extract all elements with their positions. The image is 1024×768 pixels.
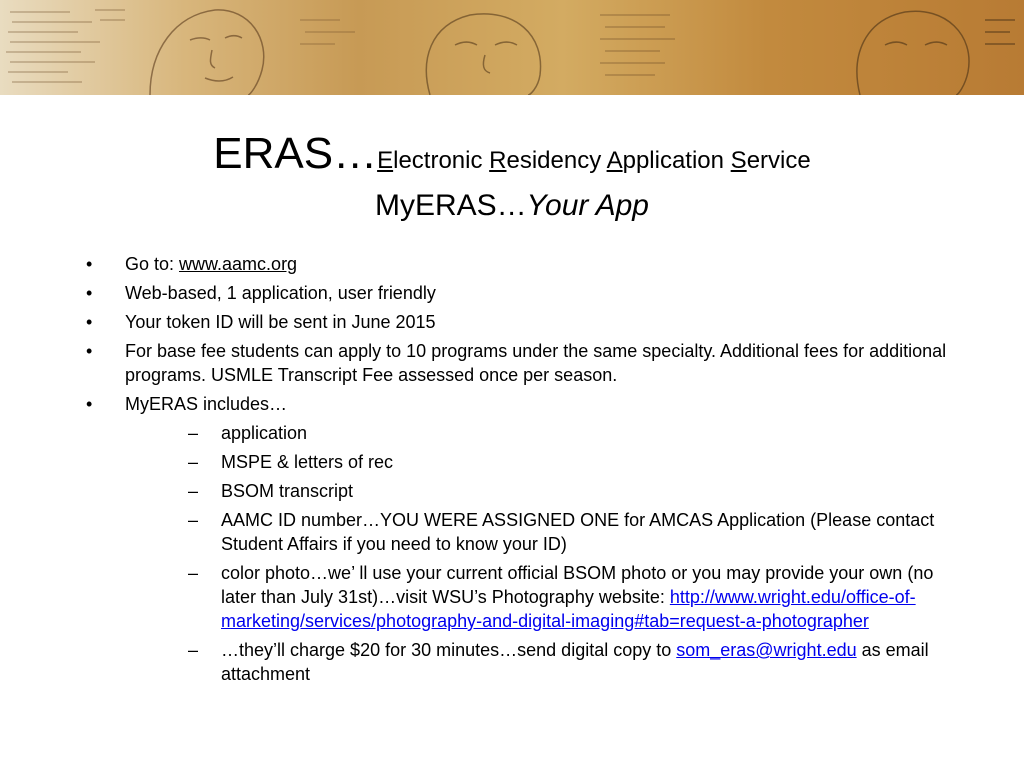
subitem-photo: – color photo…we’ ll use your current official BSOM photo or you may provide your own (no later than July 31st)…visit WSU’s Photography website: http://www.wright.edu/office-of-marketing/services/photography-and-digital-imaging#tab=request-a-photographer [188, 563, 934, 631]
subitem-charge: – …they’ll charge $20 for 30 minutes…send digital copy to som_eras@wright.edu as email attachment [188, 640, 929, 684]
bullet-token: • Your token ID will be sent in June 2015 [86, 312, 436, 332]
bullet-marker: • [86, 394, 93, 414]
photography-link[interactable]: http://www.wright.edu/office-of-marketing/services/photography-and-digital-imaging#tab=request-a-photographer [221, 587, 916, 631]
dash-marker: – [188, 452, 199, 472]
bullet-fees: • For base fee students can apply to 10 programs under the same specialty. Additional fees for additional programs. USMLE Transcript Fee assessed once per season. [86, 341, 947, 385]
title-subtitle: Electronic Residency Application Service [377, 147, 811, 174]
bullet-goto: • Go to: www.aamc.org [86, 254, 298, 274]
dash-marker: – [188, 510, 199, 530]
slide-title [0, 128, 1024, 226]
bullet-marker: • [86, 341, 93, 361]
dash-marker: – [188, 423, 199, 443]
aamc-link[interactable]: www.aamc.org [179, 254, 298, 274]
subitem-mspe: – MSPE & letters of rec [188, 452, 394, 472]
subitem-transcript: – BSOM transcript [188, 481, 354, 501]
bullet-list [0, 252, 1024, 691]
subitem-aamc-id: – AAMC ID number…YOU WERE ASSIGNED ONE for AMCAS Application (Please contact Student Affairs if you need to know your ID) [188, 510, 935, 554]
bullet-includes: • MyERAS includes… [86, 394, 288, 414]
title-main: ERAS… [213, 129, 378, 178]
header-banner [0, 0, 1024, 95]
dash-marker: – [188, 481, 199, 501]
dash-marker: – [188, 640, 199, 660]
bullet-marker: • [86, 312, 93, 332]
bullet-web-based: • Web-based, 1 application, user friendly [86, 283, 436, 303]
bullet-marker: • [86, 283, 93, 303]
dash-marker: – [188, 563, 199, 583]
bullet-marker: • [86, 254, 93, 274]
email-link[interactable]: som_eras@wright.edu [676, 640, 857, 660]
title-line2: MyERAS…Your App [374, 189, 649, 222]
sketch-decoration [0, 0, 1024, 95]
subitem-application: – application [188, 423, 308, 443]
